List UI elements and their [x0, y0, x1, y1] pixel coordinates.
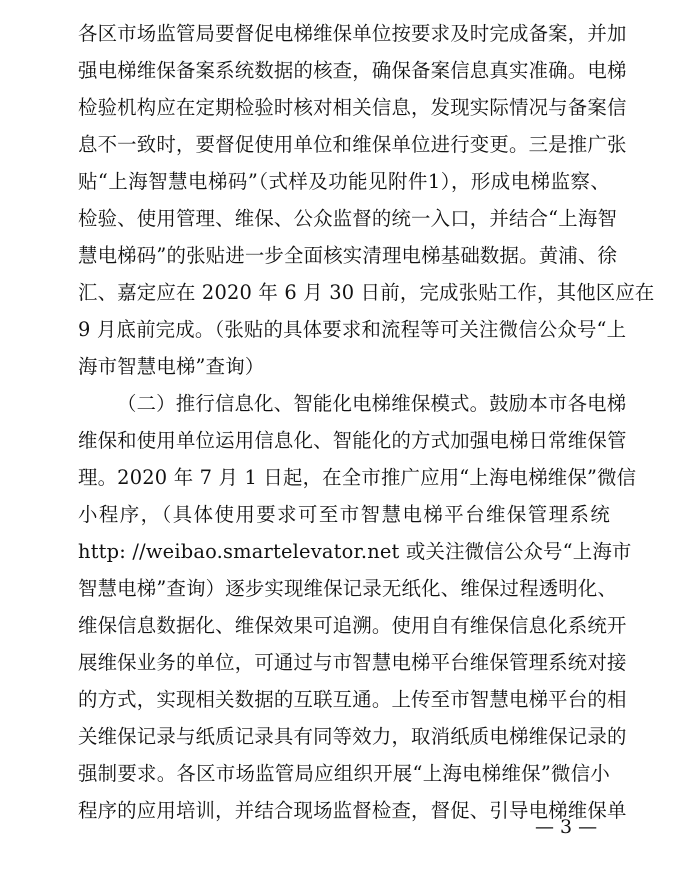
text-line-with-url: http: //weibao.smartelevator.net 或关注微信公众号“上海市: [78, 540, 632, 563]
text-line: 强制要求。各区市场监管局应组织开展“上海电梯维保”微信小: [78, 762, 610, 785]
page-number: — 3 —: [535, 816, 598, 838]
text-line: 程序的应用培训，并结合现场监督检查，督促、引导电梯维保单: [78, 799, 627, 822]
text-line: 息不一致时，要督促使用单位和维保单位进行变更。三是推广张: [78, 133, 627, 156]
text-line: 维保和使用单位运用信息化、智能化的方式加强电梯日常维保管: [78, 429, 627, 452]
text-line: 强电梯维保备案系统数据的核查，确保备案信息真实准确。电梯: [78, 59, 627, 82]
text-line: 关维保记录与纸质记录具有同等效力，取消纸质电梯维保记录的: [78, 725, 627, 748]
text-line: 维保信息数据化、维保效果可追溯。使用自有维保信息化系统开: [78, 614, 627, 637]
text-line: 慧电梯码”的张贴进一步全面核实清理电梯基础数据。黄浦、徐: [78, 244, 618, 267]
text-line: 智慧电梯”查询）逐步实现维保记录无纸化、维保过程透明化、: [78, 577, 618, 600]
text-line: 展维保业务的单位，可通过与市智慧电梯平台维保管理系统对接: [78, 651, 627, 674]
text-line: 海市智慧电梯”查询）: [78, 355, 265, 378]
text-line: 理。2020 年 7 月 1 日起，在全市推广应用“上海电梯维保”微信: [78, 466, 637, 489]
text-line: 汇、嘉定应在 2020 年 6 月 30 日前，完成张贴工作，其他区应在: [78, 281, 655, 304]
text-line: 的方式，实现相关数据的互联互通。上传至市智慧电梯平台的相: [78, 688, 627, 711]
text-line: 检验、使用管理、维保、公众监督的统一入口，并结合“上海智: [78, 207, 618, 230]
text-line: 贴“上海智慧电梯码”（式样及功能见附件1），形成电梯监察、: [78, 170, 610, 193]
text-line: 检验机构应在定期检验时核对相关信息，发现实际情况与备案信: [78, 96, 627, 119]
text-line: 小程序，（具体使用要求可至市智慧电梯平台维保管理系统: [78, 503, 610, 526]
text-line: 9 月底前完成。（张贴的具体要求和流程等可关注微信公众号“上: [78, 318, 627, 341]
section-heading-line: （二）推行信息化、智能化电梯维保模式。鼓励本市各电梯: [117, 392, 627, 415]
text-line: 各区市场监管局要督促电梯维保单位按要求及时完成备案，并加: [78, 22, 627, 45]
